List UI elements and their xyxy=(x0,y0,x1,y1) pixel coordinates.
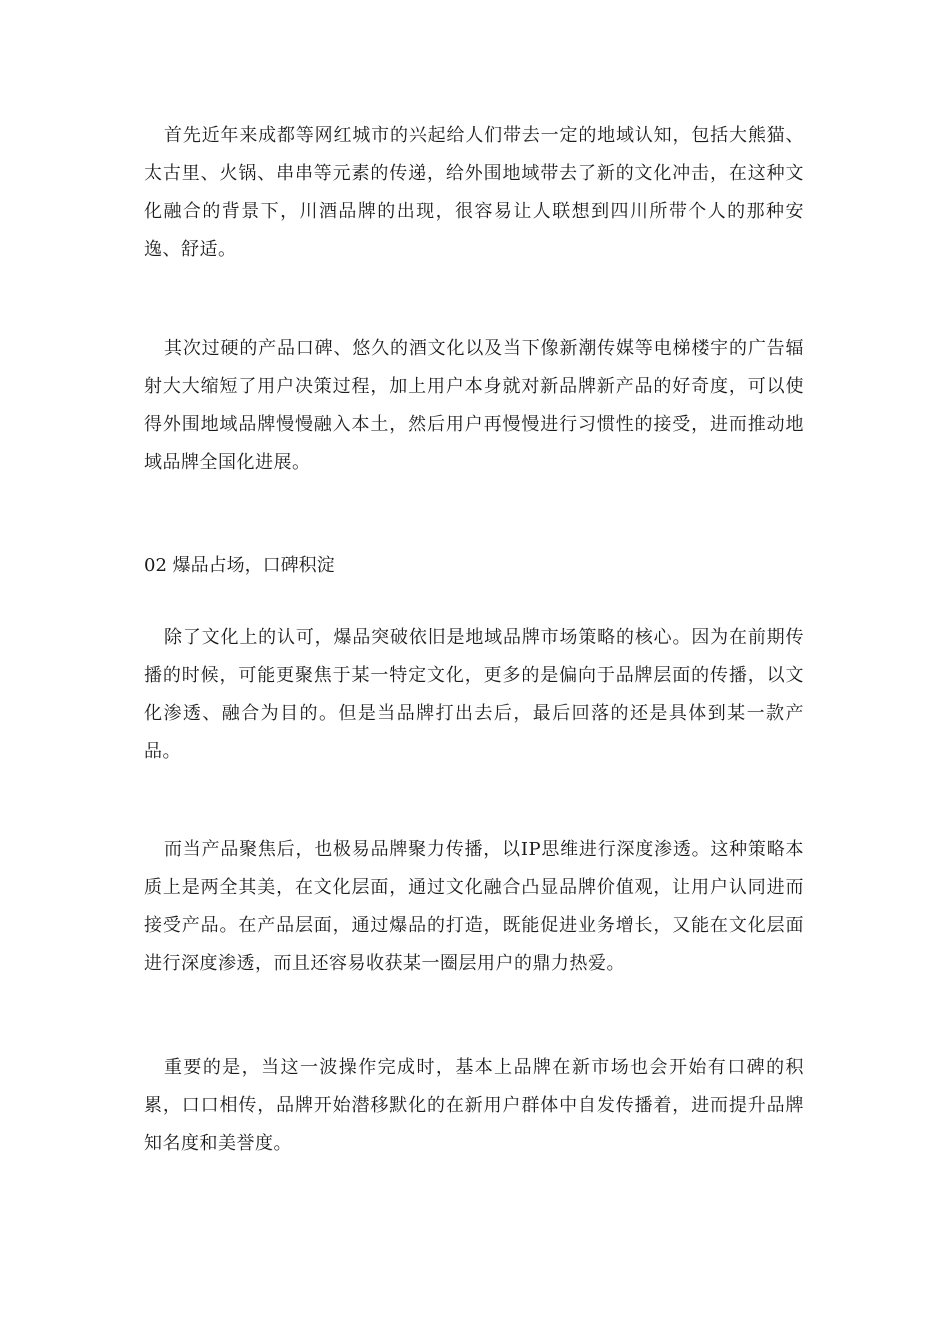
paragraph-product-reputation: 其次过硬的产品口碑、悠久的酒文化以及当下像新潮传媒等电梯楼宇的广告辐射大大缩短了用户决策过程，加上用户本身就对新品牌新产品的好奇度，可以使得外围地域品牌慢慢融入本土，然后用户再慢慢进行习惯性的接受，进而推动地域品牌全国化进展。 xyxy=(144,338,804,473)
paragraph-hit-product: 除了文化上的认可，爆品突破依旧是地域品牌市场策略的核心。因为在前期传播的时候，可能更聚焦于某一特定文化，更多的是偏向于品牌层面的传播，以文化渗透、融合为目的。但是当品牌打出去后，最后回落的还是具体到某一款产品。 xyxy=(144,627,804,762)
paragraph-chengdu-culture: 首先近年来成都等网红城市的兴起给人们带去一定的地域认知，包括大熊猫、太古里、火锅、串串等元素的传递，给外围地域带去了新的文化冲击，在这种文化融合的背景下，川酒品牌的出现，很容易让人联想到四川所带个人的那种安逸、舒适。 xyxy=(144,125,804,260)
section-heading: 02 爆品占场，口碑积淀 xyxy=(144,555,335,576)
paragraph-ip-strategy: 而当产品聚焦后，也极易品牌聚力传播，以IP思维进行深度渗透。这种策略本质上是两全其美，在文化层面，通过文化融合凸显品牌价值观，让用户认同进而接受产品。在产品层面，通过爆品的打造，既能促进业务增长，又能在文化层面进行深度渗透，而且还容易收获某一圈层用户的鼎力热爱。 xyxy=(144,839,804,974)
paragraph-word-of-mouth: 重要的是，当这一波操作完成时，基本上品牌在新市场也会开始有口碑的积累，口口相传，品牌开始潜移默化的在新用户群体中自发传播着，进而提升品牌知名度和美誉度。 xyxy=(144,1057,804,1154)
